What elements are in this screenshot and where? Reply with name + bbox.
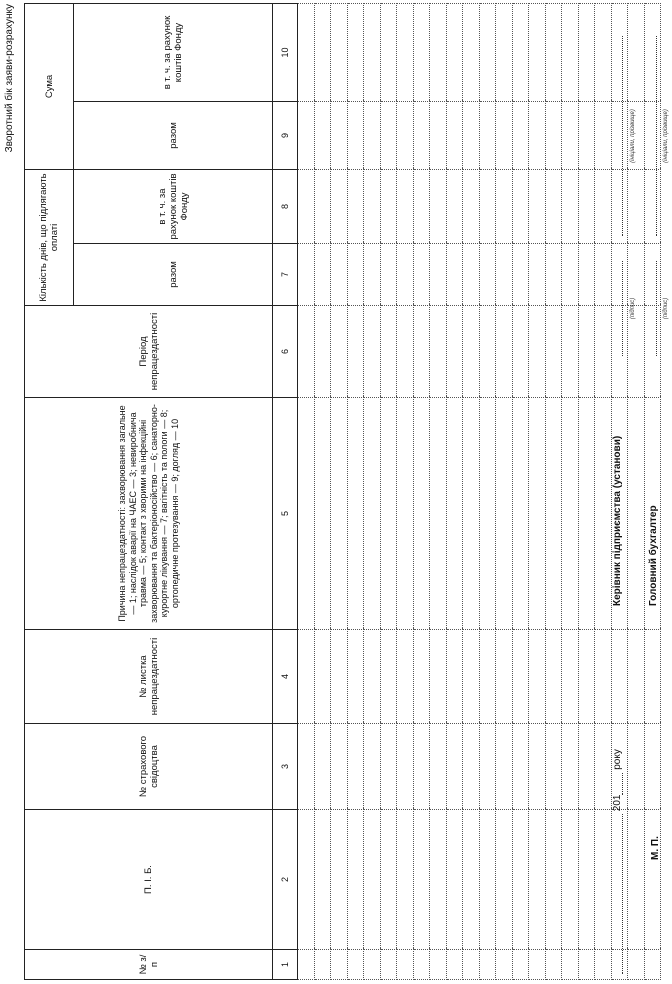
table-row: [347, 3, 364, 979]
table-cell[interactable]: [595, 810, 612, 950]
table-row: [479, 3, 496, 979]
table-cell[interactable]: [463, 950, 480, 980]
col-days-fund-header: в т. ч. за рахунок коштів Фонду: [74, 170, 273, 244]
table-cell[interactable]: [446, 306, 463, 398]
accountant-name-hint: (ініціали, прізвище): [663, 109, 669, 163]
table-cell[interactable]: [380, 724, 397, 810]
table-row: [314, 3, 331, 979]
table-cell[interactable]: [595, 306, 612, 398]
table-cell[interactable]: [512, 950, 529, 980]
table-cell[interactable]: [595, 170, 612, 244]
column-number: 4: [273, 630, 298, 724]
table-cell[interactable]: [512, 306, 529, 398]
table-cell[interactable]: [413, 244, 430, 306]
table-cell[interactable]: [364, 630, 381, 724]
table-cell[interactable]: [578, 102, 595, 170]
table-cell[interactable]: [413, 170, 430, 244]
table-cell[interactable]: [578, 724, 595, 810]
table-cell[interactable]: [611, 630, 628, 724]
table-cell[interactable]: [595, 102, 612, 170]
table-cell[interactable]: [529, 306, 546, 398]
table-cell[interactable]: [545, 398, 562, 630]
table-cell[interactable]: [496, 724, 513, 810]
table-cell[interactable]: [463, 398, 480, 630]
table-cell[interactable]: [314, 724, 331, 810]
table-cell[interactable]: [364, 398, 381, 630]
table-cell[interactable]: [331, 810, 348, 950]
table-cell[interactable]: [347, 950, 364, 980]
table-cell[interactable]: [380, 306, 397, 398]
table-cell[interactable]: [496, 810, 513, 950]
table-cell[interactable]: [496, 170, 513, 244]
table-cell[interactable]: [595, 3, 612, 101]
table-cell[interactable]: [545, 102, 562, 170]
table-cell[interactable]: [479, 950, 496, 980]
table-cell[interactable]: [463, 170, 480, 244]
table-cell[interactable]: [430, 810, 447, 950]
table-cell[interactable]: [463, 724, 480, 810]
table-cell[interactable]: [397, 630, 414, 724]
table-cell[interactable]: [397, 102, 414, 170]
table-cell[interactable]: [397, 3, 414, 101]
sick-leave-register-table: [24, 3, 661, 980]
table-cell[interactable]: [298, 950, 315, 980]
table-cell[interactable]: [364, 306, 381, 398]
table-row: [512, 3, 529, 979]
table-cell[interactable]: [347, 3, 364, 101]
table-cell[interactable]: [595, 398, 612, 630]
table-cell[interactable]: [314, 306, 331, 398]
table-cell[interactable]: [545, 810, 562, 950]
col-sum-total-header: разом: [74, 102, 273, 170]
table-cell[interactable]: [512, 724, 529, 810]
table-cell[interactable]: [413, 950, 430, 980]
table-row: [380, 3, 397, 979]
table-cell[interactable]: [380, 3, 397, 101]
table-cell[interactable]: [512, 244, 529, 306]
table-row: [397, 3, 414, 979]
column-number: 2: [273, 810, 298, 950]
table-cell[interactable]: [413, 306, 430, 398]
table-cell[interactable]: [347, 306, 364, 398]
date-blank[interactable]: [622, 814, 623, 974]
table-cell[interactable]: [595, 724, 612, 810]
table-cell[interactable]: [529, 3, 546, 101]
table-cell[interactable]: [512, 3, 529, 101]
table-cell[interactable]: [496, 630, 513, 724]
column-number: 10: [273, 3, 298, 101]
table-cell[interactable]: [463, 3, 480, 101]
accountant-signature-hint: (підпис): [663, 297, 669, 320]
table-cell[interactable]: [446, 630, 463, 724]
table-cell[interactable]: [298, 170, 315, 244]
table-cell[interactable]: [347, 398, 364, 630]
col-days-total-header: разом: [74, 244, 273, 306]
director-title: Керівник підприємства (установи): [612, 435, 623, 606]
table-cell[interactable]: [496, 244, 513, 306]
table-cell[interactable]: [479, 306, 496, 398]
director-signature-hint: (підпис): [630, 297, 636, 320]
table-cell[interactable]: [430, 630, 447, 724]
table-row: [298, 3, 315, 979]
table-cell[interactable]: [413, 724, 430, 810]
table-cell[interactable]: [545, 170, 562, 244]
table-cell[interactable]: [545, 244, 562, 306]
table-cell[interactable]: [331, 950, 348, 980]
table-cell[interactable]: [512, 810, 529, 950]
table-cell[interactable]: [496, 3, 513, 101]
table-cell[interactable]: [314, 398, 331, 630]
table-cell[interactable]: [479, 398, 496, 630]
table-cell[interactable]: [413, 810, 430, 950]
table-cell[interactable]: [446, 724, 463, 810]
table-cell[interactable]: [430, 170, 447, 244]
table-cell[interactable]: [529, 170, 546, 244]
sum-group-header: Сума: [25, 3, 74, 169]
column-number: 5: [273, 398, 298, 630]
table-cell[interactable]: [578, 170, 595, 244]
days-group-header: Кількість днів, що підлягають оплаті: [25, 170, 74, 306]
table-cell[interactable]: [529, 950, 546, 980]
table-cell[interactable]: [331, 398, 348, 630]
table-cell[interactable]: [479, 810, 496, 950]
table-cell[interactable]: [298, 724, 315, 810]
table-cell[interactable]: [545, 724, 562, 810]
table-cell[interactable]: [364, 724, 381, 810]
table-row: [562, 3, 579, 979]
table-row: [578, 3, 595, 979]
col-name-header: П. І. Б.: [25, 810, 273, 950]
table-cell[interactable]: [331, 724, 348, 810]
table-cell[interactable]: [479, 170, 496, 244]
table-cell[interactable]: [446, 170, 463, 244]
table-cell[interactable]: [479, 244, 496, 306]
table-cell[interactable]: [562, 306, 579, 398]
table-cell[interactable]: [314, 170, 331, 244]
table-cell[interactable]: [578, 950, 595, 980]
table-cell[interactable]: [562, 398, 579, 630]
table-cell[interactable]: [397, 724, 414, 810]
table-cell[interactable]: [446, 244, 463, 306]
table-cell[interactable]: [347, 244, 364, 306]
table-cell[interactable]: [430, 102, 447, 170]
column-number: 8: [273, 170, 298, 244]
table-cell[interactable]: [446, 3, 463, 101]
table-row: [364, 3, 381, 979]
column-numbers-row: [273, 3, 298, 979]
table-cell[interactable]: [413, 3, 430, 101]
table-cell[interactable]: [446, 398, 463, 630]
table-cell[interactable]: [595, 950, 612, 980]
table-cell[interactable]: [446, 810, 463, 950]
table-cell[interactable]: [314, 3, 331, 101]
table-cell[interactable]: [595, 244, 612, 306]
date-line: [612, 749, 623, 974]
column-number: 1: [273, 950, 298, 980]
table-cell[interactable]: [578, 3, 595, 101]
table-cell[interactable]: [512, 170, 529, 244]
column-number: 6: [273, 306, 298, 398]
accountant-signature-line[interactable]: [646, 261, 657, 356]
table-cell[interactable]: [562, 950, 579, 980]
table-cell[interactable]: [644, 950, 661, 980]
table-row: [463, 3, 480, 979]
table-cell[interactable]: [314, 102, 331, 170]
col-sick-leave-number-header: № листка непрацездатності: [25, 630, 273, 724]
table-cell[interactable]: [545, 950, 562, 980]
table-cell[interactable]: [413, 102, 430, 170]
table-cell[interactable]: [496, 306, 513, 398]
table-cell[interactable]: [562, 244, 579, 306]
table-cell[interactable]: [496, 950, 513, 980]
table-cell[interactable]: [298, 398, 315, 630]
table-cell[interactable]: [347, 102, 364, 170]
table-cell[interactable]: [331, 244, 348, 306]
table-cell[interactable]: [562, 810, 579, 950]
table-cell[interactable]: [298, 102, 315, 170]
table-cell[interactable]: [298, 3, 315, 101]
table-cell[interactable]: [430, 3, 447, 101]
table-cell[interactable]: [413, 630, 430, 724]
table-cell[interactable]: [479, 724, 496, 810]
table-cell[interactable]: [578, 244, 595, 306]
table-cell[interactable]: [578, 306, 595, 398]
table-row: [529, 3, 546, 979]
table-cell[interactable]: [364, 102, 381, 170]
table-cell[interactable]: [628, 724, 645, 810]
table-cell[interactable]: [628, 398, 645, 630]
table-cell[interactable]: [347, 630, 364, 724]
table-cell[interactable]: [595, 630, 612, 724]
table-cell[interactable]: [298, 630, 315, 724]
column-number: 7: [273, 244, 298, 306]
col-sum-fund-header: в т. ч. за рахунок коштів Фонду: [74, 3, 273, 101]
table-cell[interactable]: [347, 724, 364, 810]
table-cell[interactable]: [298, 810, 315, 950]
table-cell[interactable]: [430, 398, 447, 630]
table-cell[interactable]: [298, 244, 315, 306]
column-number: 9: [273, 102, 298, 170]
col-reason-header: Причина непрацездатності: захворювання загальне — 1; наслідок аварії на ЧАЕС — 3; невиробнича травма — 5; контакт з хворими на інфекційні захворювання та бактеріоносійство — 6; санаторно-курортне лікування — 7; вагітність та пологи — 8; ортопедичне протезування — 9; догляд — 10: [25, 398, 273, 630]
table-cell[interactable]: [380, 630, 397, 724]
table-cell[interactable]: [545, 630, 562, 724]
table-cell[interactable]: [430, 244, 447, 306]
table-cell[interactable]: [430, 724, 447, 810]
table-cell[interactable]: [364, 950, 381, 980]
table-cell[interactable]: [331, 170, 348, 244]
table-cell[interactable]: [628, 810, 645, 950]
table-body: [298, 3, 661, 979]
table-cell[interactable]: [446, 950, 463, 980]
table-cell[interactable]: [380, 170, 397, 244]
table-cell[interactable]: [578, 810, 595, 950]
table-cell[interactable]: [578, 398, 595, 630]
table-cell[interactable]: [314, 810, 331, 950]
table-cell[interactable]: [463, 630, 480, 724]
year-blank[interactable]: [622, 773, 623, 795]
table-cell[interactable]: [578, 630, 595, 724]
table-cell[interactable]: [644, 630, 661, 724]
stamp-label: М. П.: [650, 836, 661, 860]
table-cell[interactable]: [380, 102, 397, 170]
table-cell[interactable]: [397, 398, 414, 630]
table-cell[interactable]: [479, 630, 496, 724]
table-cell[interactable]: [512, 398, 529, 630]
table-cell[interactable]: [463, 102, 480, 170]
table-cell[interactable]: [298, 306, 315, 398]
table-cell[interactable]: [463, 810, 480, 950]
table-cell[interactable]: [545, 306, 562, 398]
table-cell[interactable]: [364, 810, 381, 950]
table-cell[interactable]: [397, 950, 414, 980]
table-row: [430, 3, 447, 979]
col-period-header: Період непрацездатності: [25, 306, 273, 398]
table-cell[interactable]: [397, 810, 414, 950]
table-cell[interactable]: [430, 306, 447, 398]
table-cell[interactable]: [562, 630, 579, 724]
table-cell[interactable]: [347, 810, 364, 950]
table-row: [545, 3, 562, 979]
table-row: [595, 3, 612, 979]
table-cell[interactable]: [364, 244, 381, 306]
table-cell[interactable]: [463, 244, 480, 306]
table-cell[interactable]: [545, 3, 562, 101]
table-cell[interactable]: [331, 102, 348, 170]
table-cell[interactable]: [380, 810, 397, 950]
table-cell[interactable]: [397, 170, 414, 244]
reverse-side-label: Зворотний бік заяви-розрахунку: [4, 4, 15, 153]
table-cell[interactable]: [364, 3, 381, 101]
table-cell[interactable]: [364, 170, 381, 244]
table-cell[interactable]: [644, 724, 661, 810]
table-cell[interactable]: [529, 398, 546, 630]
table-cell[interactable]: [397, 306, 414, 398]
table-cell[interactable]: [413, 398, 430, 630]
table-cell[interactable]: [628, 950, 645, 980]
table-row: [413, 3, 430, 979]
table-cell[interactable]: [380, 244, 397, 306]
table-cell[interactable]: [446, 102, 463, 170]
table-cell[interactable]: [512, 102, 529, 170]
director-name-hint: (ініціали, прізвище): [630, 109, 636, 163]
table-cell[interactable]: [529, 724, 546, 810]
col-insurance-cert-header: № страхового свідоцтва: [25, 724, 273, 810]
table-cell[interactable]: [479, 102, 496, 170]
date-year-prefix: 201: [612, 794, 623, 812]
table-cell[interactable]: [529, 810, 546, 950]
table-cell[interactable]: [529, 244, 546, 306]
table-cell[interactable]: [529, 102, 546, 170]
table-cell[interactable]: [463, 306, 480, 398]
table-cell[interactable]: [380, 950, 397, 980]
table-cell[interactable]: [496, 102, 513, 170]
table-cell[interactable]: [347, 170, 364, 244]
table-cell[interactable]: [562, 102, 579, 170]
table-cell[interactable]: [512, 630, 529, 724]
table-row: [496, 3, 513, 979]
table-cell[interactable]: [314, 950, 331, 980]
accountant-name-line[interactable]: [646, 36, 657, 236]
table-cell[interactable]: [430, 950, 447, 980]
table-cell[interactable]: [496, 398, 513, 630]
table-row: [446, 3, 463, 979]
table-cell[interactable]: [331, 630, 348, 724]
table-cell[interactable]: [331, 306, 348, 398]
accountant-title: Головний бухгалтер: [648, 505, 659, 606]
col-number-header: № з/п: [25, 950, 273, 980]
column-number: 3: [273, 724, 298, 810]
table-cell[interactable]: [529, 630, 546, 724]
director-signature-line[interactable]: [612, 261, 623, 356]
table-cell[interactable]: [397, 244, 414, 306]
table-cell[interactable]: [628, 630, 645, 724]
table-cell[interactable]: [331, 3, 348, 101]
director-name-line[interactable]: [612, 36, 623, 236]
table-cell[interactable]: [314, 630, 331, 724]
table-row: [331, 3, 348, 979]
table-cell[interactable]: [644, 810, 661, 950]
table-cell[interactable]: [314, 244, 331, 306]
table-cell[interactable]: [562, 724, 579, 810]
table-cell[interactable]: [380, 398, 397, 630]
table-cell[interactable]: [562, 3, 579, 101]
table-cell[interactable]: [479, 3, 496, 101]
table-cell[interactable]: [562, 170, 579, 244]
date-suffix: року: [612, 749, 623, 770]
